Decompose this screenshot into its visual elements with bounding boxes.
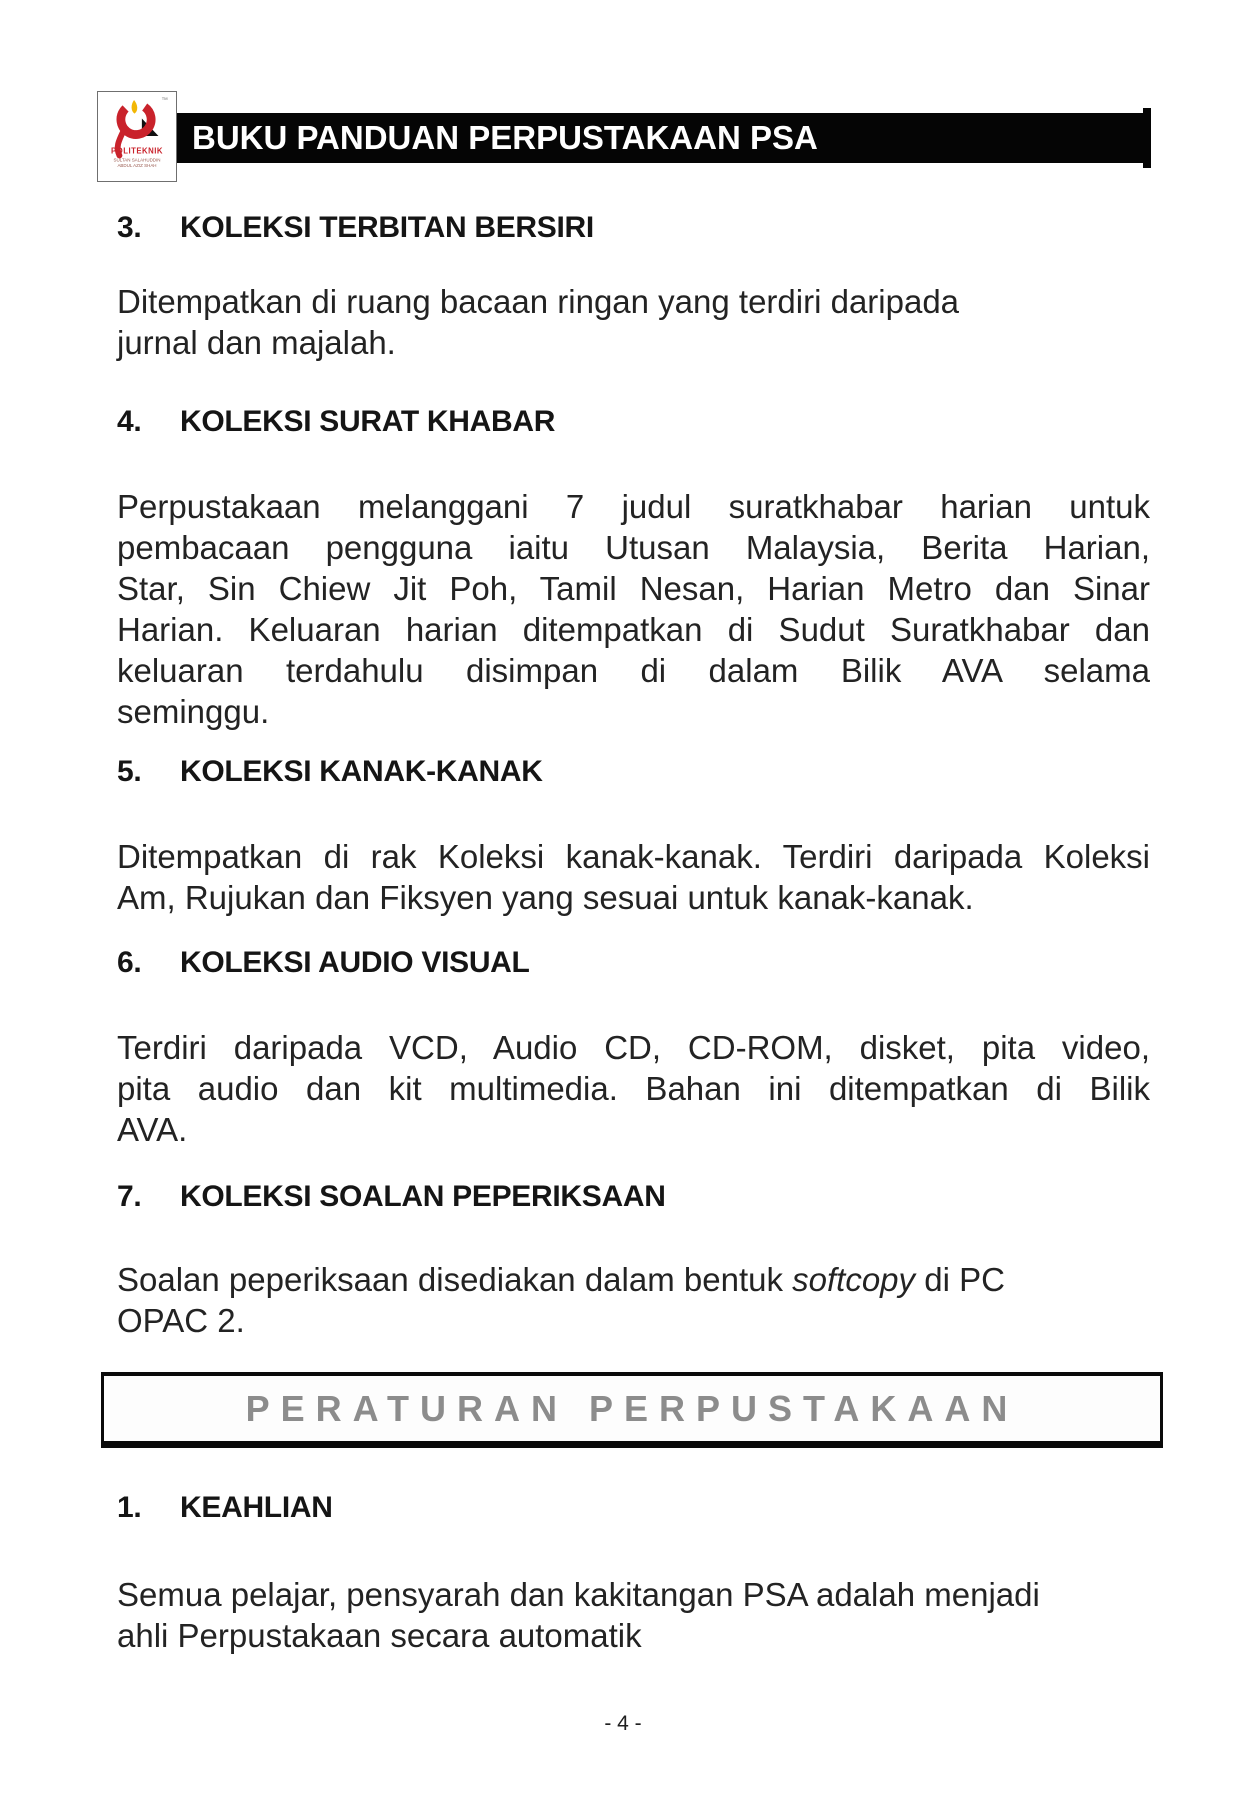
section-number: 1.	[117, 1491, 142, 1524]
text-line: pembacaan pengguna iaitu Utusan Malaysia, Berita Harian,	[117, 529, 1150, 566]
section-heading-koleksi-surat-khabar	[117, 405, 1157, 439]
section-title: KOLEKSI SOALAN PEPERIKSAAN	[180, 1180, 666, 1213]
section-title: KOLEKSI KANAK-KANAK	[180, 755, 543, 788]
section-paragraph	[117, 836, 1150, 918]
text-line: jurnal dan majalah.	[117, 324, 396, 361]
section-heading-koleksi-audio-visual	[117, 946, 1157, 980]
section-heading-keahlian	[117, 1491, 1157, 1525]
section-number: 7.	[117, 1180, 142, 1213]
section-heading-koleksi-kanak-kanak	[117, 755, 1157, 789]
banner-title: PERATURAN PERPUSTAKAAN	[245, 1387, 1019, 1429]
text-line: Terdiri daripada VCD, Audio CD, CD-ROM, disket, pita video,	[117, 1029, 1150, 1066]
text-line: ahli Perpustakaan secara automatik	[117, 1617, 642, 1654]
section-paragraph	[117, 1259, 1150, 1341]
page-number: - 4 -	[604, 1712, 642, 1735]
section-heading-koleksi-soalan-peperiksaan	[117, 1180, 1157, 1214]
section-number: 4.	[117, 405, 142, 438]
text-line: seminggu.	[117, 693, 270, 730]
section-title: KOLEKSI AUDIO VISUAL	[180, 946, 530, 979]
peraturan-perpustakaan-banner	[101, 1372, 1163, 1448]
text-line: Harian. Keluaran harian ditempatkan di Sudut Suratkhabar dan	[117, 611, 1150, 648]
text-line: keluaran terdahulu disimpan di dalam Bilik AVA selama	[117, 652, 1150, 689]
header-title: BUKU PANDUAN PERPUSTAKAAN PSA	[192, 119, 818, 156]
text-line: AVA.	[117, 1111, 188, 1148]
section-paragraph	[117, 281, 1150, 363]
logo-tm: ™	[161, 96, 169, 104]
text-line: Semua pelajar, pensyarah dan kakitangan PSA adalah menjadi	[117, 1576, 1040, 1613]
logo-wordmark: POLITEKNIK	[110, 146, 164, 156]
section-paragraph	[117, 1027, 1150, 1150]
text-line: Am, Rujukan dan Fiksyen yang sesuai untuk kanak-kanak.	[117, 879, 974, 916]
logo-subline-2: ABDUL AZIZ SHAH	[117, 163, 157, 169]
section-title: KOLEKSI TERBITAN BERSIRI	[180, 211, 594, 244]
text-line: Ditempatkan di ruang bacaan ringan yang terdiri daripada	[117, 283, 960, 320]
text-line: OPAC 2.	[117, 1302, 245, 1339]
section-number: 3.	[117, 211, 142, 244]
text-line: Star, Sin Chiew Jit Poh, Tamil Nesan, Harian Metro dan Sinar	[117, 570, 1150, 607]
section-title: KEAHLIAN	[180, 1491, 333, 1524]
header-bar	[166, 113, 1148, 163]
politeknik-logo	[97, 91, 177, 182]
logo-subline-1: SULTAN SALAHUDDIN	[113, 157, 161, 163]
text-line: pita audio dan kit multimedia. Bahan ini ditempatkan di Bilik	[117, 1070, 1150, 1107]
section-paragraph	[117, 486, 1150, 732]
section-heading-koleksi-terbitan-bersiri	[117, 211, 1157, 245]
section-number: 5.	[117, 755, 142, 788]
politeknik-logo-icon	[98, 92, 176, 181]
logo-flame	[132, 100, 138, 114]
section-title: KOLEKSI SURAT KHABAR	[180, 405, 556, 438]
section-paragraph	[117, 1574, 1150, 1656]
text-line: Soalan peperiksaan disediakan dalam bentuk softcopy di PC	[117, 1261, 1005, 1298]
text-line: Perpustakaan melanggani 7 judul suratkhabar harian untuk	[117, 488, 1150, 525]
text-line: Ditempatkan di rak Koleksi kanak-kanak. Terdiri daripada Koleksi	[117, 838, 1150, 875]
section-number: 6.	[117, 946, 142, 979]
